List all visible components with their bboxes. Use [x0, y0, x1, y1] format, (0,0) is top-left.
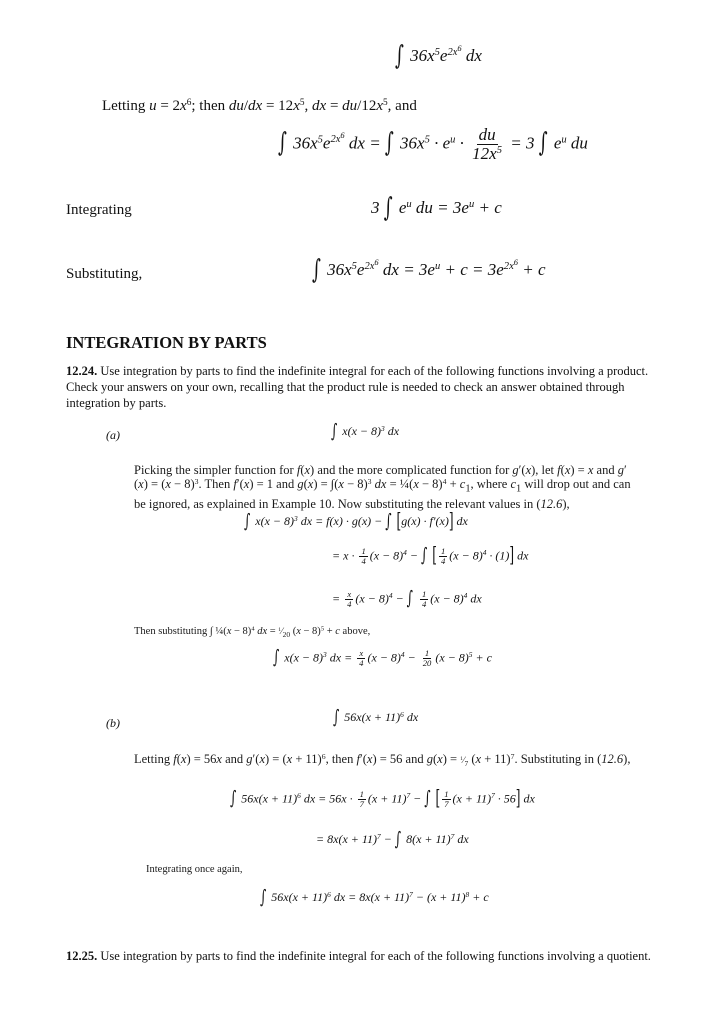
part-a-step-3: = $\frac{x}{4}$ $(x - 8)^4$ − ∫ $\frac{1}{4}$ $(x - 8)^4$ dx — [332, 587, 482, 610]
equation-integrating: 3 ∫ $e^u$ du = $3e^u + c$ — [371, 192, 502, 224]
section-heading: INTEGRATION BY PARTS — [66, 333, 267, 352]
equation-substitution: ∫ $36x^5e^{2x^6}$ dx = ∫ $36x^5 \cdot e^u$ · $\frac{du}{12x^5}$ = 3 ∫ $e^u$ du — [278, 125, 588, 163]
part-b-integral: ∫ $56x(x + 11)^6$ dx — [333, 706, 419, 728]
equation-substituting: ∫ $36x^5e^{2x^6}$ dx = $3e^u + c = 3e^{2x^6} + c$ — [312, 254, 546, 286]
letting-u-sentence: Letting $u = 2x^6$; then $du/dx = 12x^5$, dx = $du/12x^5$, and — [102, 97, 417, 114]
part-a-then-substituting: Then substituting ∫ ¼(x − 8)$^4$ dx = $^1⁄_{20}$ $(x - 8)^5 + c$ above, — [134, 625, 371, 639]
problem-number: 12.25. — [66, 949, 98, 963]
part-b-explanation: Letting f(x) = 56x and $g'(x) = (x + 11)^6$, then f′(x) = 56 and $g(x) = ^1⁄_7$ $(x + 11)^7$. Substituting in (12.6), — [134, 751, 631, 768]
substituting-label: Substituting, — [66, 266, 143, 282]
part-b-step-1: ∫ $56x(x + 11)^6$ dx = 56x · $\frac{1}{7}$ $(x + 11)^7$ − ∫ [ $\frac{1}{7}$ $(x + 11)^7 \cdot 56$] dx — [230, 786, 535, 811]
problem-number: 12.24. — [66, 364, 98, 378]
part-b-result: ∫ $56x(x + 11)^6$ dx = $8x(x + 11)^7 - (x + 11)^8 + c$ — [260, 886, 489, 908]
part-a-explanation: Picking the simpler function for f(x) and the more complicated function for g′(x), let f(x) = x and $g'(x) = (x - 8)^3$. Then f′(x) = 1 and $g(x) = \int(x - 8)^3$ dx = ¼(x − $8)^4 + c_1$, where $c_1$ will drop out and can be ignored, as explained in Example 10. Now substituting the relevant values in (12.6), — [134, 463, 631, 511]
part-b-integrating-again: Integrating once again, — [146, 864, 243, 875]
integrating-label: Integrating — [66, 202, 132, 218]
problem-12-25-statement — [66, 948, 662, 964]
part-b-label: (b) — [106, 716, 120, 730]
part-a-step-2: = x · $\frac{1}{4}$ $(x - 8)^4$ − ∫ [ $\frac{1}{4}$ $(x - 8)^4 \cdot (1)$] dx — [332, 543, 529, 568]
problem-12-24-statement — [66, 363, 662, 411]
part-a-result: ∫ $x(x - 8)^3$ dx = $\frac{x}{4}$ $(x - 8)^4$ − $\frac{1}{20}$ $(x - 8)^5 + c$ — [273, 646, 492, 669]
part-b-step-2: = $8x(x + 11)^7$ − ∫ $8(x + 11)^7$ dx — [316, 828, 469, 850]
equation-top-integral: ∫ $36x^5e^{2x^6}$ dx — [395, 40, 482, 72]
problem-text: Use integration by parts to find the indefinite integral for each of the following functions involving a quotient. — [100, 949, 651, 963]
part-a-integral: ∫ $x(x - 8)^3$ dx — [331, 420, 400, 442]
part-a-label: (a) — [106, 428, 120, 442]
part-a-step-1: ∫ $x(x - 8)^3$ dx = f(x) · g(x) − ∫ [g(x) · f′(x)] dx — [244, 509, 468, 533]
problem-text: Use integration by parts to find the indefinite integral for each of the following functions involving a product. Check your answers on your own, recalling that the product rule is needed to check an answer obtained through integration by parts. — [66, 364, 649, 410]
